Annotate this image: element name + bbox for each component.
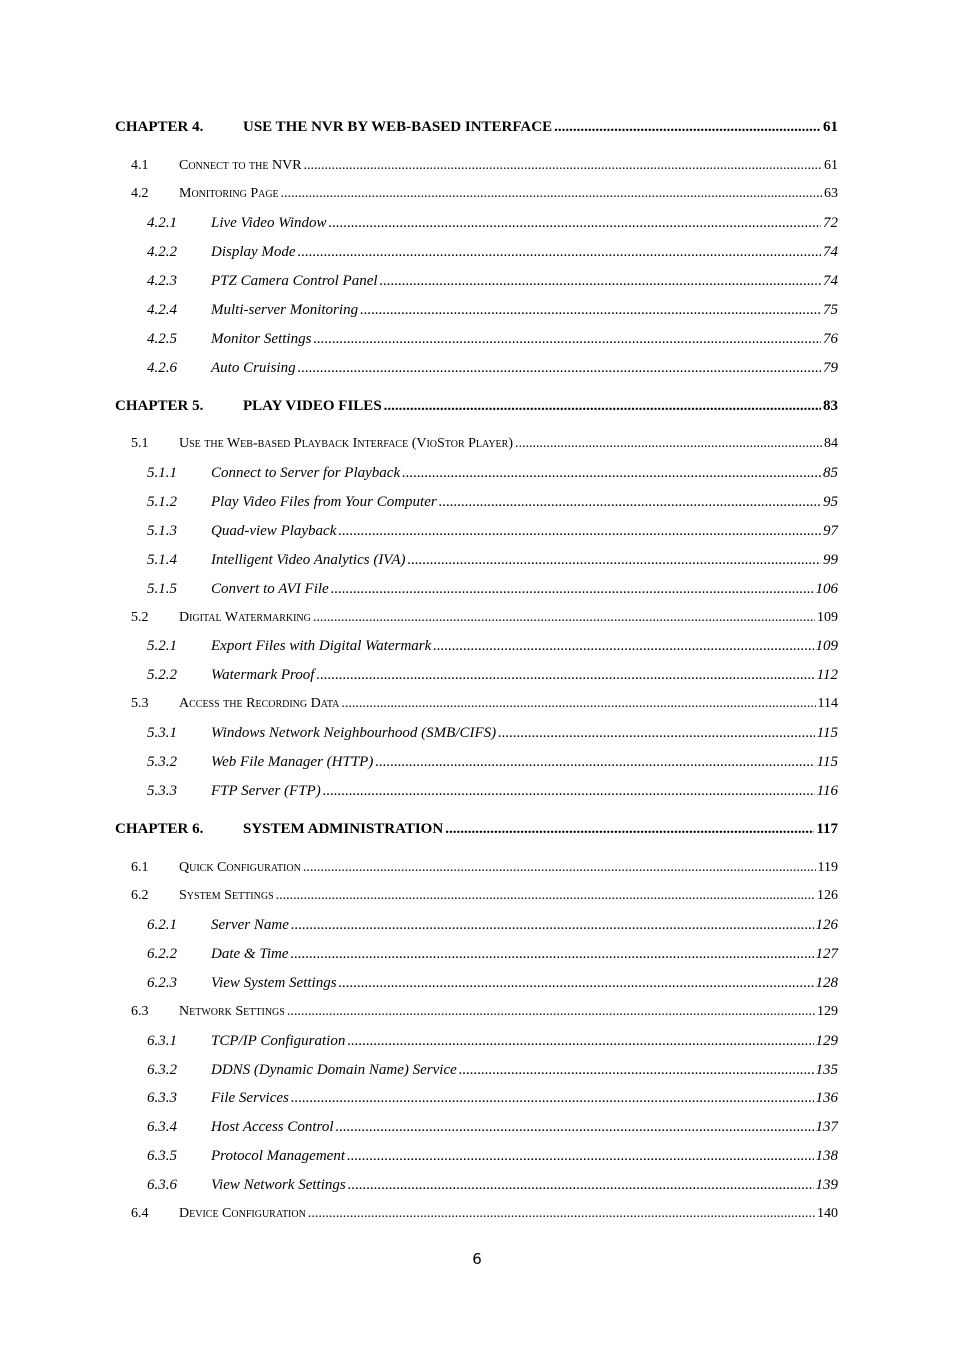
toc-entry-number: 4.2.4 xyxy=(147,302,177,318)
toc-entry-number: 6.3 xyxy=(131,1004,149,1019)
toc-entry-title: Monitoring Page xyxy=(179,186,279,201)
toc-entry-title: Server Name xyxy=(211,917,289,933)
toc-entry-title: TCP/IP Configuration xyxy=(211,1033,346,1049)
toc-entry-page-number: 135 xyxy=(815,1062,838,1078)
toc-entry-page-number: 74 xyxy=(823,244,838,260)
dot-leader xyxy=(339,975,814,992)
toc-section-entry[interactable] xyxy=(131,696,838,718)
toc-entry-number: 6.3.5 xyxy=(147,1148,177,1164)
dot-leader xyxy=(515,436,822,452)
toc-entry-title: PLAY VIDEO FILES xyxy=(243,398,382,414)
toc-subsection-entry[interactable] xyxy=(147,494,838,516)
toc-entry-number: 6.2.1 xyxy=(147,917,177,933)
dot-leader xyxy=(323,783,815,800)
toc-section-entry[interactable] xyxy=(131,436,838,458)
toc-entry-number: 5.1.5 xyxy=(147,581,177,597)
toc-entry-page-number: 74 xyxy=(823,273,838,289)
toc-entry-number: 6.3.4 xyxy=(147,1119,177,1135)
dot-leader xyxy=(331,581,814,598)
dot-leader xyxy=(384,398,821,415)
toc-entry-page-number: 115 xyxy=(816,754,838,770)
toc-entry-number: 5.2.2 xyxy=(147,667,177,683)
toc-entry-number: 6.2 xyxy=(131,888,149,903)
toc-entry-page-number: 97 xyxy=(823,523,838,539)
toc-entry-page-number: 112 xyxy=(816,667,838,683)
toc-entry-page-number: 95 xyxy=(823,494,838,510)
toc-entry-title: View Network Settings xyxy=(211,1177,346,1193)
toc-subsection-entry[interactable] xyxy=(147,783,838,805)
toc-entry-title: Network Settings xyxy=(179,1004,285,1019)
toc-entry-title: Watermark Proof xyxy=(211,667,315,683)
toc-entry-title: Host Access Control xyxy=(211,1119,334,1135)
dot-leader xyxy=(276,888,815,904)
dot-leader xyxy=(408,552,821,569)
dot-leader xyxy=(316,667,814,684)
toc-entry-title: Digital Watermarking xyxy=(179,610,311,625)
dot-leader xyxy=(303,860,816,876)
toc-entry-title: File Services xyxy=(211,1090,289,1106)
toc-entry-page-number: 109 xyxy=(815,638,838,654)
toc-entry-page-number: 126 xyxy=(815,917,838,933)
toc-entry-page-number: 109 xyxy=(817,610,838,625)
dot-leader xyxy=(336,1119,814,1136)
toc-entry-title: Monitor Settings xyxy=(211,331,312,347)
toc-entry-page-number: 115 xyxy=(816,725,838,741)
toc-entry-title: Play Video Files from Your Computer xyxy=(211,494,437,510)
toc-entry-page-number: 72 xyxy=(823,215,838,231)
toc-entry-title: Quad-view Playback xyxy=(211,523,337,539)
toc-entry-number: 6.3.3 xyxy=(147,1090,177,1106)
toc-subsection-entry[interactable] xyxy=(147,244,838,266)
toc-entry-title: Auto Cruising xyxy=(211,360,296,376)
toc-section-entry[interactable] xyxy=(131,1206,838,1228)
toc-entry-page-number: 129 xyxy=(815,1033,838,1049)
toc-subsection-entry[interactable] xyxy=(147,754,838,776)
dot-leader xyxy=(380,273,821,290)
dot-leader xyxy=(291,1090,814,1107)
toc-entry-title: Date & Time xyxy=(211,946,289,962)
toc-section-entry[interactable] xyxy=(131,860,838,882)
toc-subsection-entry[interactable] xyxy=(147,1033,838,1055)
toc-entry-number: 5.3.1 xyxy=(147,725,177,741)
dot-leader xyxy=(402,465,821,482)
toc-subsection-entry[interactable] xyxy=(147,1148,838,1170)
dot-leader xyxy=(348,1177,814,1194)
toc-entry-page-number: 99 xyxy=(823,552,838,568)
toc-entry-number: 5.2.1 xyxy=(147,638,177,654)
toc-entry-number: 4.2.6 xyxy=(147,360,177,376)
toc-entry-page-number: 63 xyxy=(824,186,838,201)
toc-entry-number: CHAPTER 4. xyxy=(115,119,204,135)
toc-subsection-entry[interactable] xyxy=(147,725,838,747)
toc-entry-number: 4.2.1 xyxy=(147,215,177,231)
dot-leader xyxy=(347,1033,813,1050)
toc-entry-page-number: 61 xyxy=(823,119,838,135)
toc-entry-number: 4.2 xyxy=(131,186,149,201)
toc-subsection-entry[interactable] xyxy=(147,917,838,939)
toc-entry-number: CHAPTER 6. xyxy=(115,821,204,837)
dot-leader xyxy=(308,1206,815,1222)
toc-entry-number: 5.1.2 xyxy=(147,494,177,510)
toc-entry-title: Connect to the NVR xyxy=(179,158,302,173)
toc-entry-title: System Settings xyxy=(179,888,274,903)
toc-entry-page-number: 136 xyxy=(815,1090,838,1106)
toc-entry-number: 5.1.4 xyxy=(147,552,177,568)
toc-entry-number: 5.3 xyxy=(131,696,149,711)
toc-subsection-entry[interactable] xyxy=(147,465,838,487)
toc-entry-page-number: 76 xyxy=(823,331,838,347)
toc-subsection-entry[interactable] xyxy=(147,667,838,689)
toc-entry-number: 4.2.3 xyxy=(147,273,177,289)
toc-entry-title: Access the Recording Data xyxy=(179,696,340,711)
dot-leader xyxy=(313,331,821,348)
toc-entry-page-number: 106 xyxy=(815,581,838,597)
toc-entry-page-number: 128 xyxy=(815,975,838,991)
toc-entry-page-number: 85 xyxy=(823,465,838,481)
toc-entry-number: 6.2.2 xyxy=(147,946,177,962)
toc-entry-number: 5.1.3 xyxy=(147,523,177,539)
dot-leader xyxy=(298,244,821,261)
toc-entry-title: Use the Web-based Playback Interface (VioStor Player) xyxy=(179,436,513,451)
toc-entry-page-number: 114 xyxy=(817,696,838,711)
toc-entry-number: 6.4 xyxy=(131,1206,149,1221)
toc-entry-title: Intelligent Video Analytics (IVA) xyxy=(211,552,406,568)
dot-leader xyxy=(281,186,822,202)
dot-leader xyxy=(313,610,815,626)
toc-entry-title: Live Video Window xyxy=(211,215,327,231)
toc-entry-page-number: 140 xyxy=(817,1206,838,1221)
dot-leader xyxy=(329,215,821,232)
dot-leader xyxy=(445,821,814,838)
toc-entry-number: 5.1 xyxy=(131,436,149,451)
toc-entry-number: 6.3.6 xyxy=(147,1177,177,1193)
toc-subsection-entry[interactable] xyxy=(147,946,838,968)
toc-subsection-entry[interactable] xyxy=(147,360,838,382)
toc-section-entry[interactable] xyxy=(131,1004,838,1026)
toc-subsection-entry[interactable] xyxy=(147,273,838,295)
toc-entry-page-number: 137 xyxy=(815,1119,838,1135)
toc-entry-number: 6.3.1 xyxy=(147,1033,177,1049)
toc-entry-number: 6.1 xyxy=(131,860,149,875)
dot-leader xyxy=(360,302,821,319)
toc-subsection-entry[interactable] xyxy=(147,1177,838,1199)
toc-entry-number: 5.3.2 xyxy=(147,754,177,770)
toc-entry-number: 5.2 xyxy=(131,610,149,625)
dot-leader xyxy=(439,494,821,511)
toc-entry-page-number: 117 xyxy=(816,821,838,837)
toc-entry-number: 5.1.1 xyxy=(147,465,177,481)
toc-entry-page-number: 83 xyxy=(823,398,838,414)
toc-entry-number: CHAPTER 5. xyxy=(115,398,204,414)
toc-subsection-entry[interactable] xyxy=(147,581,838,603)
dot-leader xyxy=(341,696,815,712)
toc-subsection-entry[interactable] xyxy=(147,1119,838,1141)
toc-entry-page-number: 75 xyxy=(823,302,838,318)
toc-subsection-entry[interactable] xyxy=(147,1090,838,1112)
dot-leader xyxy=(287,1004,815,1020)
toc-entry-number: 6.3.2 xyxy=(147,1062,177,1078)
toc-section-entry[interactable] xyxy=(131,610,838,632)
toc-subsection-entry[interactable] xyxy=(147,638,838,660)
toc-entry-title: View System Settings xyxy=(211,975,337,991)
toc-chapter-entry[interactable] xyxy=(115,398,838,420)
toc-entry-title: Multi-server Monitoring xyxy=(211,302,359,318)
toc-entry-title: Export Files with Digital Watermark xyxy=(211,638,432,654)
dot-leader xyxy=(554,119,821,136)
toc-subsection-entry[interactable] xyxy=(147,1062,838,1084)
dot-leader xyxy=(498,725,814,742)
toc-subsection-entry[interactable] xyxy=(147,552,838,574)
dot-leader xyxy=(298,360,821,377)
toc-entry-page-number: 126 xyxy=(817,888,838,903)
toc-entry-title: Display Mode xyxy=(211,244,296,260)
toc-section-entry[interactable] xyxy=(131,888,838,910)
toc-entry-title: FTP Server (FTP) xyxy=(211,783,321,799)
dot-leader xyxy=(338,523,821,540)
toc-entry-number: 5.3.3 xyxy=(147,783,177,799)
toc-entry-page-number: 129 xyxy=(817,1004,838,1019)
toc-entry-number: 4.2.2 xyxy=(147,244,177,260)
toc-entry-page-number: 119 xyxy=(817,860,838,875)
page-number: 6 xyxy=(472,1250,482,1268)
toc-entry-page-number: 127 xyxy=(815,946,838,962)
toc-entry-number: 4.1 xyxy=(131,158,149,173)
toc-entry-title: Convert to AVI File xyxy=(211,581,329,597)
toc-entry-page-number: 61 xyxy=(824,158,838,173)
dot-leader xyxy=(304,158,822,174)
toc-entry-title: Web File Manager (HTTP) xyxy=(211,754,374,770)
toc-entry-page-number: 139 xyxy=(815,1177,838,1193)
toc-entry-page-number: 116 xyxy=(816,783,838,799)
toc-entry-title: SYSTEM ADMINISTRATION xyxy=(243,821,444,837)
toc-entry-title: Protocol Management xyxy=(211,1148,345,1164)
toc-entry-title: Connect to Server for Playback xyxy=(211,465,401,481)
toc-entry-page-number: 79 xyxy=(823,360,838,376)
toc-section-entry[interactable] xyxy=(131,186,838,208)
dot-leader xyxy=(291,917,814,934)
toc-subsection-entry[interactable] xyxy=(147,523,838,545)
toc-entry-title: DDNS (Dynamic Domain Name) Service xyxy=(211,1062,457,1078)
dot-leader xyxy=(375,754,814,771)
toc-entry-title: USE THE NVR BY WEB-BASED INTERFACE xyxy=(243,119,553,135)
toc-entry-number: 6.2.3 xyxy=(147,975,177,991)
dot-leader xyxy=(459,1062,814,1079)
toc-entry-page-number: 84 xyxy=(824,436,838,451)
dot-leader xyxy=(433,638,813,655)
toc-entry-title: Device Configuration xyxy=(179,1206,306,1221)
toc-subsection-entry[interactable] xyxy=(147,215,838,237)
toc-subsection-entry[interactable] xyxy=(147,331,838,353)
toc-subsection-entry[interactable] xyxy=(147,302,838,324)
dot-leader xyxy=(347,1148,814,1165)
dot-leader xyxy=(291,946,814,963)
toc-chapter-entry[interactable] xyxy=(115,821,838,843)
toc-entry-title: Windows Network Neighbourhood (SMB/CIFS) xyxy=(211,725,497,741)
toc-entry-title: PTZ Camera Control Panel xyxy=(211,273,378,289)
toc-section-entry[interactable] xyxy=(131,158,838,180)
toc-entry-title: Quick Configuration xyxy=(179,860,301,875)
toc-entry-number: 4.2.5 xyxy=(147,331,177,347)
toc-subsection-entry[interactable] xyxy=(147,975,838,997)
toc-entry-page-number: 138 xyxy=(815,1148,838,1164)
toc-chapter-entry[interactable] xyxy=(115,119,838,141)
